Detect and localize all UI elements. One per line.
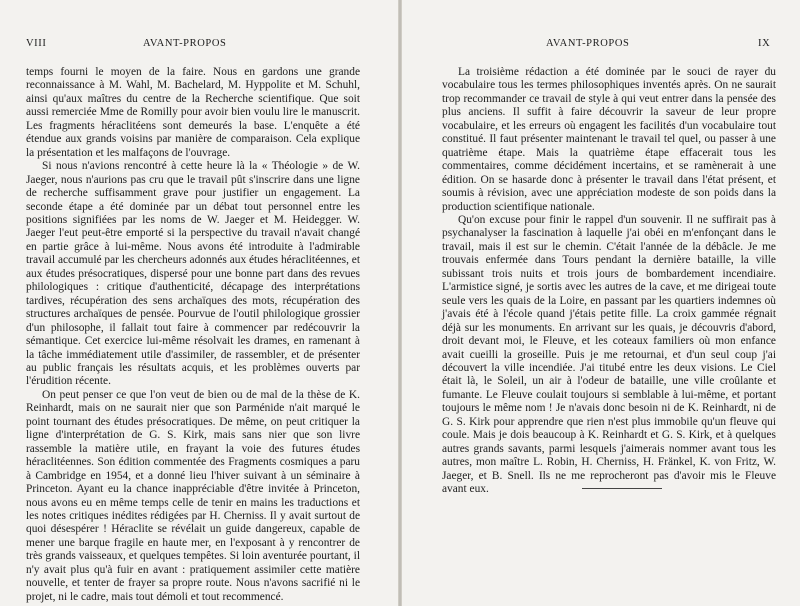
right-page	[402, 0, 800, 606]
paragraph: La troisième rédaction a été dominée par le souci de rayer du vocabulaire tous les termes philosophiques inventés après. On ne saurait trop recommander ce travail de style à qui veut entrer dans la pensée des plus anciens. Il suffit à faire découvrir la saveur de leur propre vocabulaire, et les erreurs où engagent les facilités d'un vocabulaire tout constitué. Il faut présenter maintenant le travail tel quel, ou passer à une quatrième étape. Mais la quatrième étape effacerait tous les commentaires, comme décidément incertains, et se ramènerait à une édition. On se hasarde donc à présenter le travail dans l'état présent, et soumis à révision, avec une appréciation modeste de son poids dans la production scientifique nationale.	[442, 66, 776, 213]
left-page	[0, 0, 398, 606]
page-number: IX	[758, 38, 771, 49]
running-head: AVANT-PROPOS	[546, 38, 630, 49]
paragraph: temps fourni le moyen de la faire. Nous en gardons une grande reconnaissance à M. Wahl, M. Bachelard, M. Hyppolite et M. Schuhl, ainsi qu'aux maîtres du centre de la Recherche scientifique. Que soit aussi remerciée Mme de Romilly pour avoir bien voulu lire le manuscrit. Les fragments héraclitéens sont demeurés la base. L'enquête a été étendue aux grands voisins par manière de comparaison. Cela explique la présentation et les malfaçons de l'ouvrage.	[26, 66, 360, 159]
paragraph: Si nous n'avions rencontré à cette heure là la « Théologie » de W. Jaeger, nous n'aurions pas cru que le travail pût s'inscrire dans une ligne de recherche suffisamment grave pour justifier un engagement. La seconde étape a été dominée par un débat tout personnel entre les positions signifiées par les noms de W. Jaeger et M. Heidegger. W. Jaeger l'eut peut-être emporté si la perspective du travail n'avait changé en partie grâce à lui-même. Nous avons été introduite à l'admirable travail accumulé par les chercheurs adonnés aux études héraclitéennes, et aux études présocratiques, dispersé pour une bonne part dans des revues philologiques : critique d'authenticité, décapage des interprétations tardives, récupération des sens archaïques des mots, récupération des structures archaïques de pensée. Pourvue de l'outil philologique grossier d'un philosophe, il fallait tout faire à commencer par redécouvrir la sémantique. Cet exercice lui-même résolvait les drames, en ramenant à la tâche immédiatement utile d'assimiler, de rassembler, et de présenter au public français les résultats acquis, et les problèmes ouverts par l'érudition récente.	[26, 160, 360, 388]
running-head: AVANT-PROPOS	[143, 38, 227, 49]
end-rule	[582, 488, 662, 489]
page-number: VIII	[26, 38, 47, 49]
body-text	[26, 66, 360, 604]
body-text	[442, 66, 776, 497]
paragraph: Qu'on excuse pour finir le rappel d'un souvenir. Il ne suffirait pas à psychanalyser la fascination à laquelle j'ai obéi en m'enfonçant dans le travail, mais il est sur le chemin. C'était l'année de la débâcle. Je me trouvais enfermée dans Tours pendant la dernière bataille, la ville subissant trois nuits et trois jours de bombardement incendiaire. L'armistice signé, je sortis avec les autres de la cave, et me dirigeai toute seule vers les quais de la Loire, en passant par les quartiers indemnes où j'avais été à l'école quand j'étais petite fille. La croix gammée régnait déjà sur les monuments. En arrivant sur les quais, je découvris d'abord, droit devant moi, le Fleuve, et les coteaux familiers où mon enfance avait cueilli la groseille. Puis je me retournai, et d'un seul coup j'ai découvert la ville incendiée. J'ai titubé entre les deux visions. Le Ciel était là, le Soleil, un air à l'odeur de bataille, une ville croûlante et fumante. Le Fleuve coulait toujours si semblable à lui-même, et portant toujours le même nom ! Je n'avais donc besoin ni de K. Reinhardt, ni de G. S. Kirk pour apprendre que rien n'est plus immobile qu'un fleuve qui coule. Mais je dois beaucoup à K. Reinhardt et G. S. Kirk, et à quelques autres grands savants, parmi lesquels j'aimerais nommer avant tous les autres, mon maître L. Robin, H. Cherniss, H. Fränkel, K. von Fritz, W. Jaeger, et B. Snell. Ils ne me reprocheront pas d'avoir mis le Fleuve avant eux.	[442, 213, 776, 496]
paragraph: On peut penser ce que l'on veut de bien ou de mal de la thèse de K. Reinhardt, mais on ne saurait nier que son Parménide n'ait marqué le point tournant des études présocratiques. De même, on peut critiquer la ligne d'interprétation de G. S. Kirk, mais sans nier que son livre rassemble la matière utile, en frayant la voie des futures études héraclitéennes. Son édition commentée des Fragments cosmiques a paru à Cambridge en 1954, et a donné lieu l'hiver suivant à un séminaire à Princeton. Ayant eu la chance inappréciable d'être invitée à Princeton, nous avons eu en même temps celle de tenir en mains les traductions et les notes critiques inédites rédigées par H. Cherniss. Il y avait surtout de quoi désespérer ! Héraclite se révélait un guide dangereux, capable de mener une barque fragile en haute mer, en l'exposant à y rencontrer de très grands vaisseaux, et quelques tempêtes. Si loin aventurée pourtant, il n'y avait plus qu'à fuir en avant : pratiquement assimiler cette matière nouvelle, et tenter de frayer sa propre route. Nous n'avons sacrifié ni le projet, ni le cadre, mais tout démoli et tout recommencé.	[26, 388, 360, 603]
